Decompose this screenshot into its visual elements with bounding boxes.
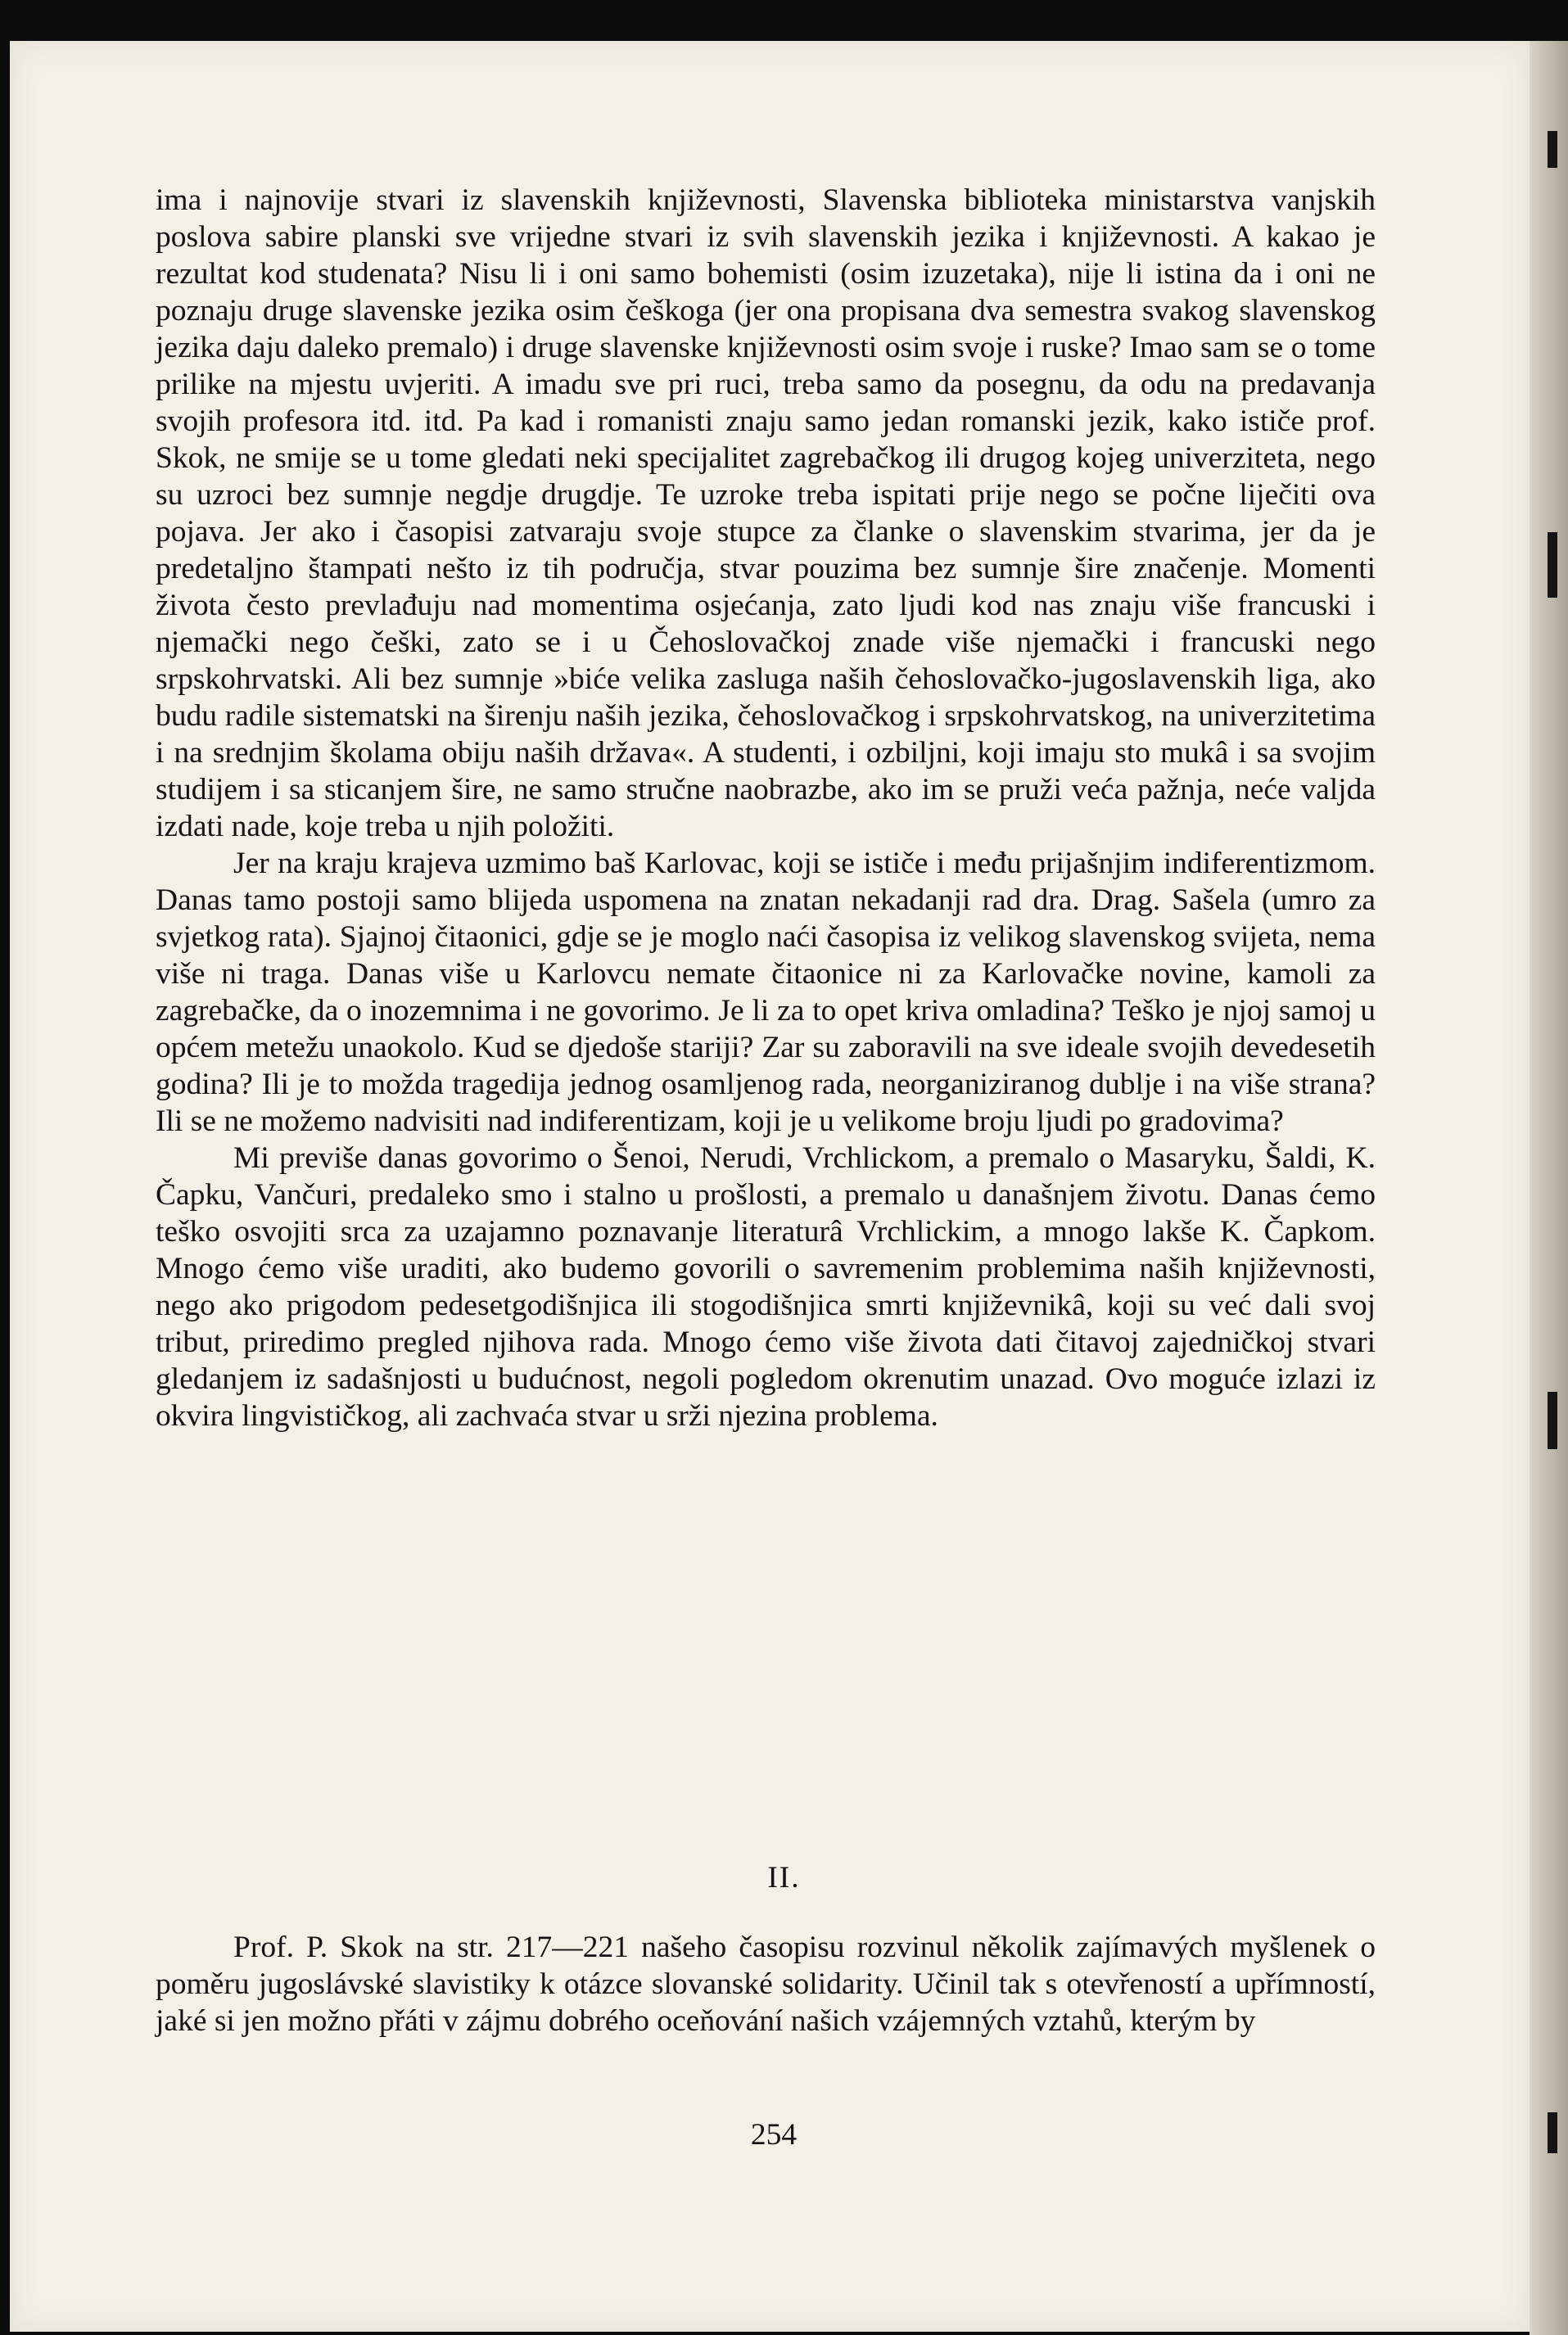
section-1-body <box>156 182 1376 1434</box>
paragraph-2: Jer na kraju krajeva uzmimo baš Karlovac, koji se ističe i među prijašnjim indiferentizmom. Danas tamo postoji samo blijeda uspomena na znatan nekadanji rad dra. Drag. Sašela (umro za svjetkog rata). Sjajnoj čitaonici, gdje se je moglo naći časopisa iz velikog slavenskog svijeta, nema više ni traga. Danas više u Karlovcu nemate čitaonice ni za Karlovačke novine, kamoli za zagrebačke, da o inozemnima i ne govorimo. Je li za to opet kriva omladina? Teško je njoj samoj u općem metežu unaokolo. Kud se djedoše stariji? Zar su zaboravili na sve ideale svojih devedesetih godina? Ili je to možda tragedija jednog osamljenog rada, neorganiziranog dublje i na više strana? Ili se ne možemo nadvisiti nad indiferentizam, koji je u velikome broju ljudi po gradovima? <box>156 847 1376 1138</box>
edge-mark <box>1548 2112 1557 2153</box>
edge-mark <box>1548 131 1557 168</box>
section-heading: II. <box>767 1861 801 1895</box>
paragraph-4: Prof. P. Skok na str. 217—221 našeho časopisu rozvinul několik zajímavých myšlenek o poměru jugoslávské slavistiky k otázce slovanské solidarity. Učinil tak s otevřeností a upřímností, jaké si jen možno přáti v zájmu dobrého oceňování našich vzájemných vztahů, kterým by <box>156 1931 1376 2038</box>
paragraph-3: Mi previše danas govorimo o Šenoi, Nerudi, Vrchlickom, a premalo o Masaryku, Šaldi, K. Čapku, Vančuri, predaleko smo i stalno u prošlosti, a premalo u današnjem životu. Danas ćemo teško osvojiti srca za uzajamno poznavanje literaturâ Vrchlickim, a mnogo lakše K. Čapkom. Mnogo ćemo više uraditi, ako budemo govorili o savremenim problemima naših književnosti, nego ako prigodom pedesetgodišnjica ili stogodišnjica smrti književnikâ, koji su već dali svoj tribut, priredimo pregled njihova rada. Mnogo ćemo više života dati čitavoj zajedničkoj stvari gledanjem iz sadašnjosti u budućnost, negoli pogledom okrenutim unazad. Ovo moguće izlazi iz okvira lingvističkog, ali zachvaća stvar u srži njezina problema. <box>156 1141 1376 1433</box>
page-edge-strip <box>1530 41 1568 2335</box>
section-2-body <box>156 1929 1376 2039</box>
edge-mark <box>1548 532 1557 598</box>
page-number: 254 <box>750 2118 798 2152</box>
paragraph-1: ima i najnovije stvari iz slavenskih književnosti, Slavenska biblioteka ministarstva vanjskih poslova sabire planski sve vrijedne stvari iz svih slavenskih jezika i književnosti. A kakao je rezultat kod studenata? Nisu li i oni samo bohemisti (osim izuzetaka), nije li istina da i oni ne poznaju druge slavenske jezika osim češkoga (jer ona propisana dva semestra svakog slavenskog jezika daju daleko premalo) i druge slavenske književnosti osim svoje i ruske? Imao sam se o tome prilike na mjestu uvjeriti. A imadu sve pri ruci, treba samo da posegnu, da odu na predavanja svojih profesora itd. itd. Pa kad i romanisti znaju samo jedan romanski jezik, kako ističe prof. Skok, ne smije se u tome gledati neki specijalitet zagrebačkog ili drugog kojeg univerziteta, nego su uzroci bez sumnje negdje drugdje. Te uzroke treba ispitati prije nego se počne liječiti ova pojava. Jer ako i časopisi zatvaraju svoje stupce za članke o slavenskim stvarima, jer da je predetaljno štampati nešto iz tih područja, stvar pouzima bez sumnje šire značenje. Momenti života često prevlađuju nad momentima osjećanja, zato ljudi kod nas znaju više francuski i njemački nego češki, zato se i u Čehoslovačkoj znade više njemački i francuski nego srpskohrvatski. Ali bez sumnje »biće velika zasluga naših čehoslovačko-jugoslavenskih liga, ako budu radile sistematski na širenju naših jezika, čehoslovačkog i srpskohrvatskog, na univerzitetima i na srednjim školama obiju naših država«. A studenti, i ozbiljni, koji imaju sto mukâ i sa svojim studijem i sa sticanjem šire, ne samo stručne naobrazbe, ako im se pruži veća pažnja, neće valjda izdati nade, koje treba u njih položiti. <box>156 183 1376 843</box>
edge-mark <box>1548 1392 1557 1449</box>
